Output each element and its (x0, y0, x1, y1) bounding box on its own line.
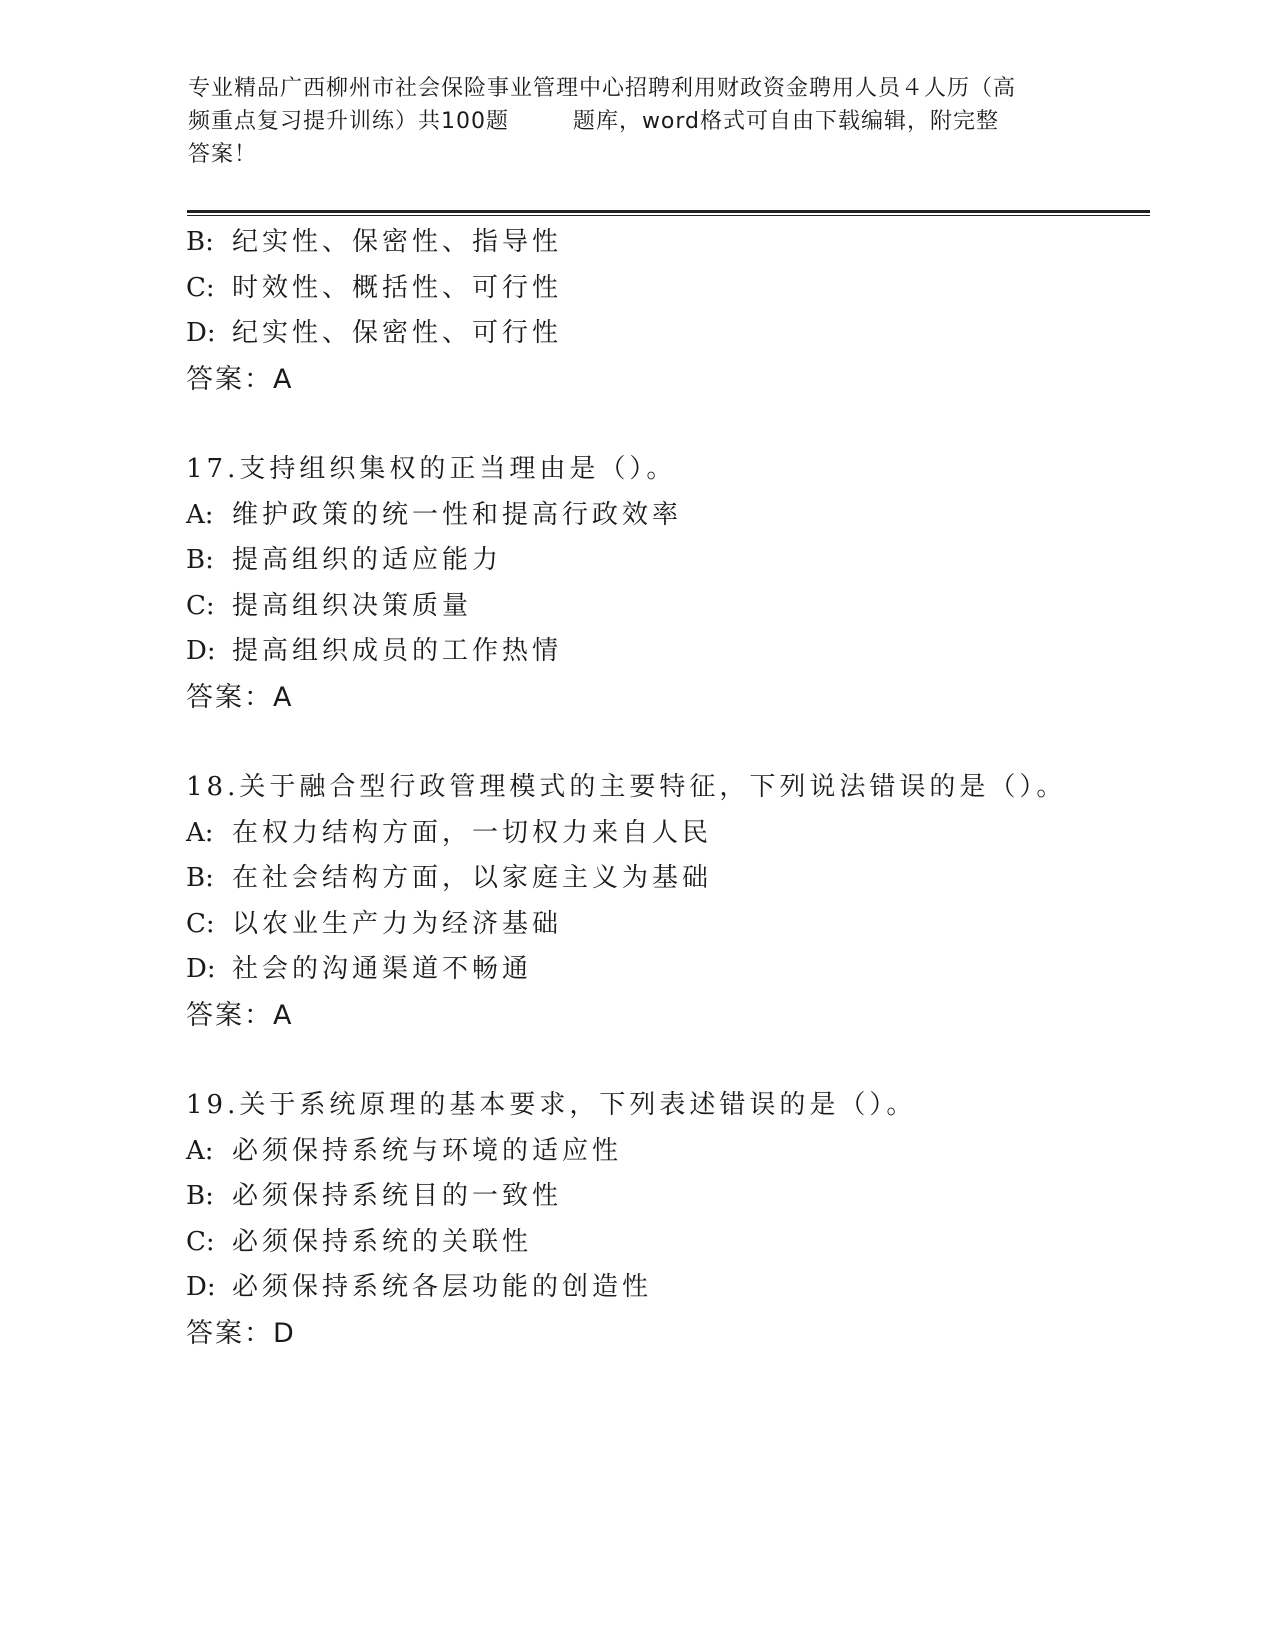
option-label: A: (186, 1135, 214, 1166)
answer-line: 答案：A (186, 363, 294, 395)
option-text: 提高组织的适应能力 (232, 545, 503, 575)
option-label: C: (186, 1226, 215, 1257)
option-label: D: (186, 318, 216, 348)
option-text: 社会的沟通渠道不畅通 (232, 954, 533, 984)
header-line-3: 答案！ (188, 142, 258, 167)
option-d (186, 1265, 1126, 1311)
option-d (186, 311, 1126, 357)
question-block-19 (186, 1083, 1126, 1356)
question-stem: 18.关于融合型行政管理模式的主要特征，下列说法错误的是（）。 (186, 772, 1067, 802)
option-text: 必须保持系统目的一致性 (232, 1181, 563, 1211)
option-label: D: (186, 636, 216, 666)
option-text: 时效性、概括性、可行性 (232, 272, 563, 303)
option-c (186, 266, 1126, 312)
option-text: 以农业生产力为经济基础 (232, 908, 563, 939)
question-stem: 17.支持组织集权的正当理由是（）。 (186, 454, 677, 484)
option-text: 纪实性、保密性、指导性 (232, 227, 563, 257)
question-block-16 (186, 220, 1126, 402)
header-line-2: 频重点复习提升训练）共100题 题库，word格式可自由下载编辑，附完整 (188, 109, 1000, 134)
option-text: 必须保持系统与环境的适应性 (232, 1135, 623, 1166)
option-c (186, 902, 1126, 948)
option-a (186, 1129, 1126, 1175)
option-b (186, 220, 1126, 266)
question-list (186, 220, 1126, 1356)
option-text: 维护政策的统一性和提高行政效率 (232, 499, 683, 530)
option-label: A: (186, 499, 214, 530)
option-b (186, 538, 1126, 584)
option-b (186, 856, 1126, 902)
option-text: 提高组织成员的工作热情 (232, 636, 563, 666)
option-c (186, 1220, 1126, 1266)
option-text: 必须保持系统的关联性 (232, 1226, 533, 1257)
option-text: 在权力结构方面，一切权力来自人民 (232, 817, 713, 848)
option-b (186, 1174, 1126, 1220)
option-label: B: (186, 1181, 214, 1211)
option-text: 纪实性、保密性、可行性 (232, 318, 563, 348)
document-header (188, 72, 1088, 171)
option-label: C: (186, 590, 215, 621)
option-a (186, 811, 1126, 857)
option-label: C: (186, 272, 215, 303)
option-label: A: (186, 817, 214, 848)
option-d (186, 629, 1126, 675)
option-label: C: (186, 908, 215, 939)
answer-line: 答案：A (186, 681, 294, 713)
option-label: B: (186, 545, 214, 575)
answer-line: 答案：D (186, 1317, 296, 1349)
question-block-17 (186, 447, 1126, 720)
option-text: 在社会结构方面，以家庭主义为基础 (232, 863, 713, 893)
option-label: B: (186, 863, 214, 893)
option-a (186, 493, 1126, 539)
option-c (186, 584, 1126, 630)
option-label: B: (186, 227, 214, 257)
question-stem: 19.关于系统原理的基本要求，下列表述错误的是（）。 (186, 1090, 917, 1120)
answer-line: 答案：A (186, 999, 294, 1031)
option-label: D: (186, 1272, 216, 1302)
question-block-18 (186, 765, 1126, 1038)
option-text: 提高组织决策质量 (232, 590, 473, 621)
option-d (186, 947, 1126, 993)
option-label: D: (186, 954, 216, 984)
option-text: 必须保持系统各层功能的创造性 (232, 1272, 653, 1302)
header-divider (187, 210, 1150, 216)
header-line-1: 专业精品广西柳州市社会保险事业管理中心招聘利用财政资金聘用人员４人历（高 (188, 76, 1017, 101)
